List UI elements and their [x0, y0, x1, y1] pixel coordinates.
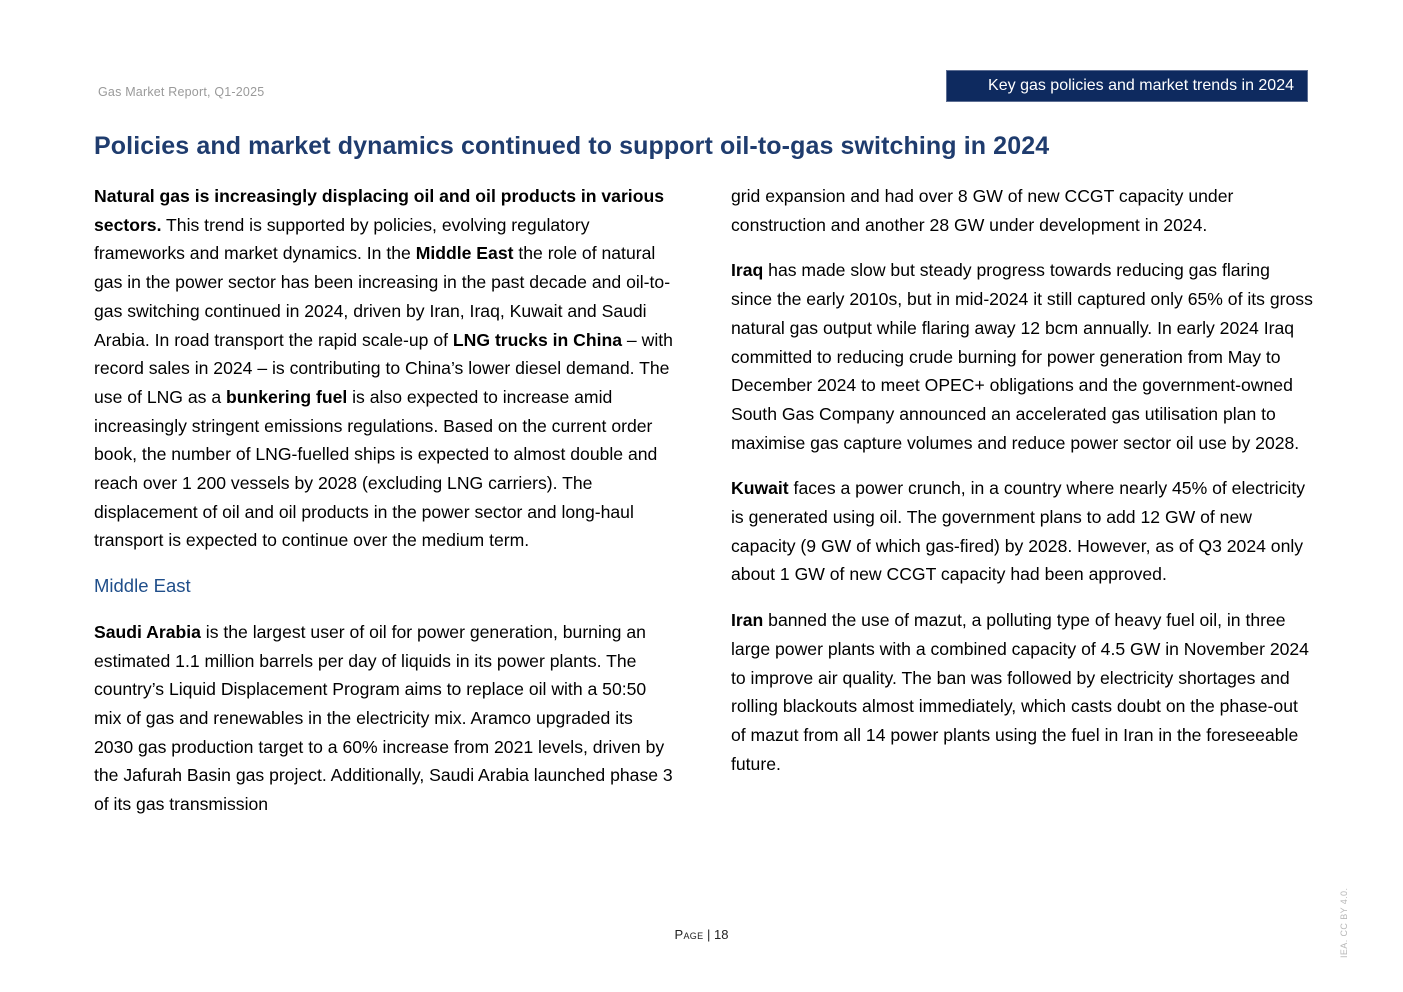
- bold-saudi-arabia: Saudi Arabia: [94, 621, 201, 642]
- bold-iraq: Iraq: [731, 260, 764, 281]
- left-column: [94, 182, 676, 836]
- page-separator: |: [703, 927, 715, 942]
- intro-paragraph: Natural gas is increasingly displacing oil and oil products in various sectors. This trend is supported by policies, evolving regulatory frameworks and market dynamics. In the Middle East the role of natural gas in the power sector has been increasing in the past decade and oil-to-gas switching continued in 2024, driven by Iran, Iraq, Kuwait and Saudi Arabia. In road transport the rapid scale-up of LNG trucks in China – with record sales in 2024 – is contributing to China’s lower diesel demand. The use of LNG as a bunkering fuel is also expected to increase amid increasingly stringent emissions regulations. Based on the current order book, the number of LNG-fuelled ships is expected to almost double and reach over 1 200 vessels by 2028 (excluding LNG carriers). The displacement of oil and oil products in the power sector and long-haul transport is expected to continue over the medium term.: [94, 186, 673, 551]
- page-title: Policies and market dynamics continued to support oil-to-gas switching in 2024: [94, 132, 1050, 160]
- bold-lng-trucks: LNG trucks in China: [452, 329, 623, 350]
- right-column: [731, 182, 1313, 795]
- section-label-box: Key gas policies and market trends in 2024: [946, 70, 1308, 102]
- page-number: 18: [714, 927, 729, 942]
- license-notice: IEA. CC BY 4.0.: [1339, 887, 1349, 958]
- intro-lead-bold: Natural gas is increasingly displacing oil and oil products in various sectors.: [94, 186, 664, 235]
- bold-iran: Iran: [731, 610, 764, 631]
- saudi-arabia-paragraph: Saudi Arabia is the largest user of oil for power generation, burning an estimated 1.1 million barrels per day of liquids in its power plants. The country’s Liquid Displacement Program aims to replace oil with a 50:50 mix of gas and renewables in the electricity mix. Aramco upgraded its 2030 gas production target to a 60% increase from 2021 levels, driven by the Jafurah Basin gas project. Additionally, Saudi Arabia launched phase 3 of its gas transmission: [94, 621, 673, 815]
- iraq-paragraph: Iraq has made slow but steady progress towards reducing gas flaring since the early 2010s, but in mid-2024 it still captured only 65% of its gross natural gas output while flaring away 12 bcm annually. In early 2024 Iraq committed to reducing crude burning for power generation from May to December 2024 to meet OPEC+ obligations and the government-owned South Gas Company announced an accelerated gas utilisation plan to maximise gas capture volumes and reduce power sector oil use by 2028.: [731, 260, 1313, 453]
- kuwait-paragraph: Kuwait faces a power crunch, in a country where nearly 45% of electricity is generated using oil. The government plans to add 12 GW of new capacity (9 GW of which gas-fired) by 2028. However, as of Q3 2024 only about 1 GW of new CCGT capacity had been approved.: [731, 478, 1305, 585]
- page-footer: [0, 927, 1403, 942]
- saudi-arabia-continued-paragraph: grid expansion and had over 8 GW of new CCGT capacity under construction and another 28 GW under development in 2024.: [731, 186, 1234, 235]
- subheading-middle-east: Middle East: [94, 575, 191, 597]
- report-name: Gas Market Report, Q1-2025: [98, 85, 265, 99]
- bold-kuwait: Kuwait: [731, 478, 789, 499]
- iran-paragraph: Iran banned the use of mazut, a polluting type of heavy fuel oil, in three large power plants with a combined capacity of 4.5 GW in November 2024 to improve air quality. The ban was followed by electricity shortages and rolling blackouts almost immediately, which casts doubt on the phase-out of mazut from all 14 power plants using the fuel in Iran in the foreseeable future.: [731, 610, 1309, 774]
- bold-bunkering-fuel: bunkering fuel: [226, 386, 348, 407]
- page-label: Page: [674, 927, 704, 942]
- bold-middle-east: Middle East: [415, 243, 514, 264]
